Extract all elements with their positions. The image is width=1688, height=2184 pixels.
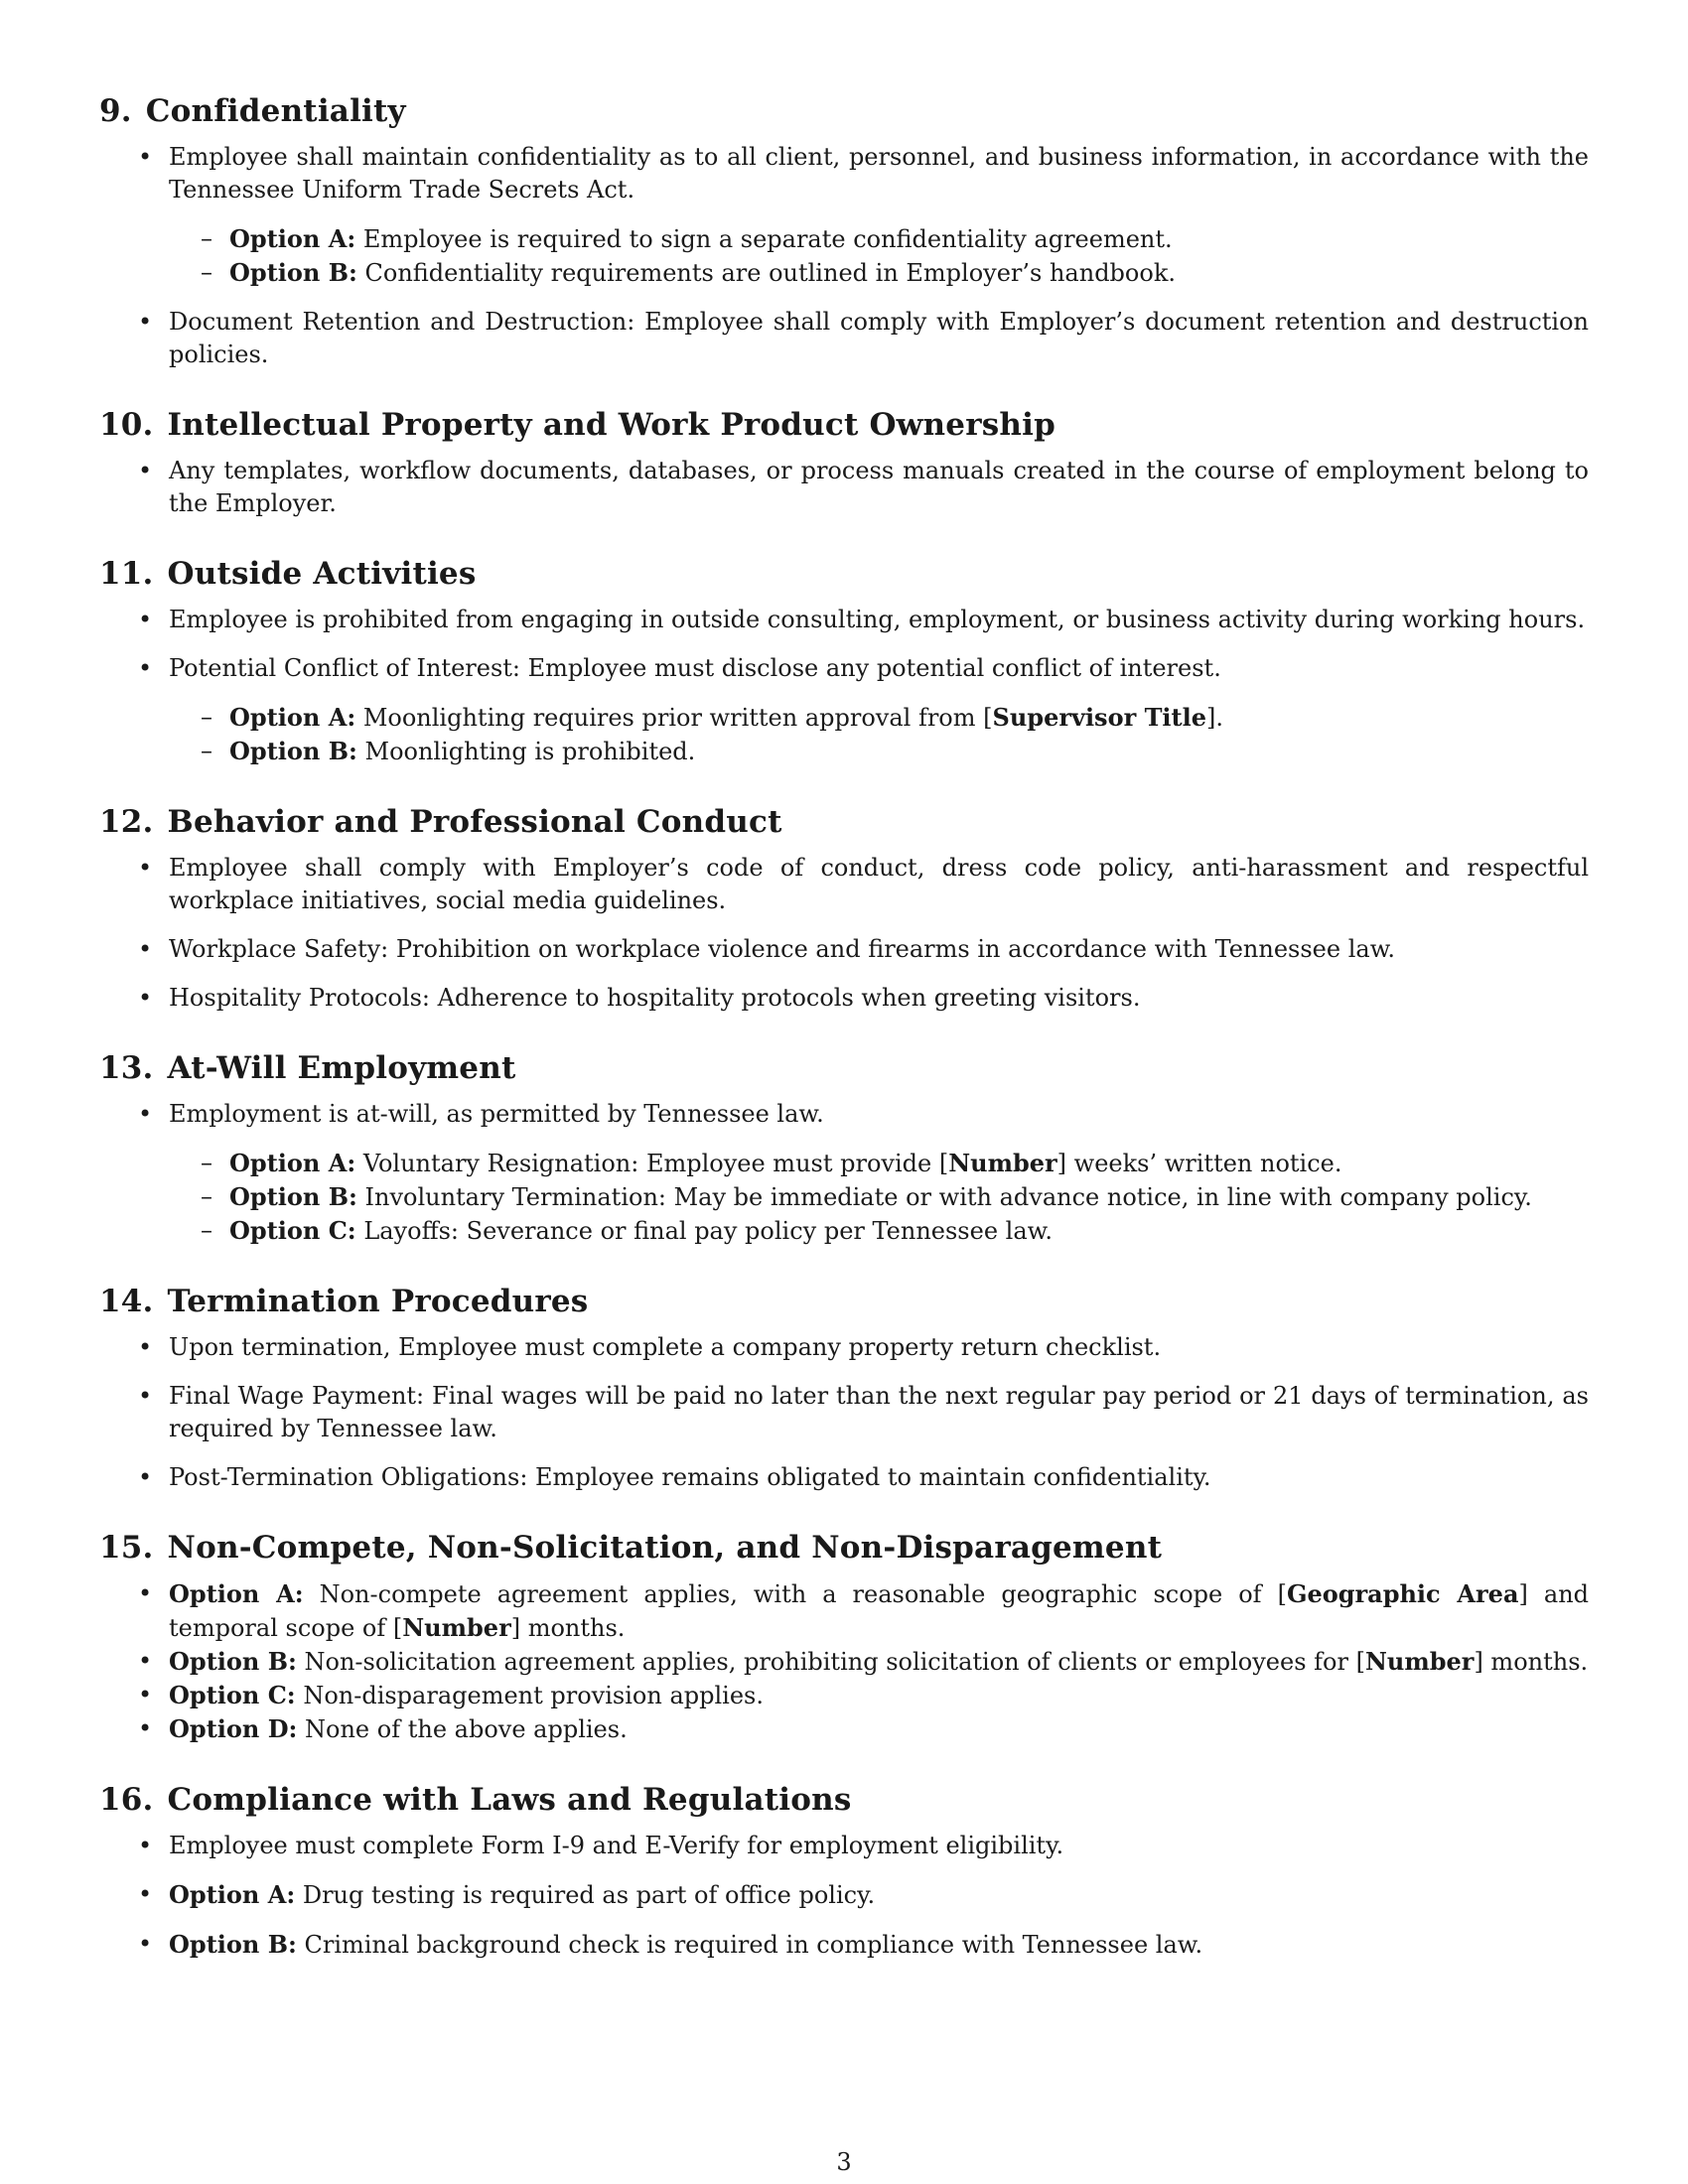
list-item: • Final Wage Payment: Final wages will be paid no later than the next regular pay period or 21 days of termination, as required by Tennessee law. [99, 1380, 1589, 1445]
list-item: • Employee shall comply with Employer’s code of conduct, dress code policy, anti-harassment and respectful workplace initiatives, social media guidelines. [99, 852, 1589, 917]
placeholder-field: Supervisor Title [992, 703, 1207, 732]
list-item: • Option A: Non-compete agreement applies, with a reasonable geographic scope of [Geographic Area] and temporal scope of [Number] months. [99, 1577, 1589, 1645]
placeholder-field: Number [1364, 1647, 1475, 1676]
list-item: • Upon termination, Employee must complete a company property return checklist. [99, 1331, 1589, 1364]
section-heading: 13. At-Will Employment [99, 1050, 516, 1086]
section-heading: 16. Compliance with Laws and Regulations [99, 1782, 852, 1818]
list-item: • Option C: Non-disparagement provision applies. [99, 1679, 1589, 1712]
option-list [169, 1147, 1589, 1248]
list-item: • Employment is at-will, as permitted by Tennessee law. – Option A: Voluntary Resignation: Employee must provide [Number] weeks’ written notice. – Option B: Involuntary Termination: May be immediate or with advance notice, in line with company policy. – Option C: Layoffs: Severance or final pay policy per Tennessee law. [99, 1098, 1589, 1248]
list-item: • Workplace Safety: Prohibition on workplace violence and firearms in accordance with Tennessee law. [99, 933, 1589, 966]
bullet-list [99, 1098, 1589, 1248]
placeholder-field: Geographic Area [1286, 1579, 1519, 1608]
bullet-list [99, 604, 1589, 768]
list-item: • Employee shall maintain confidentiality as to all client, personnel, and business information, in accordance with the Tennessee Uniform Trade Secrets Act. – Option A: Employee is required to sign a separate confidentiality agreement. – Option B: Confidentiality requirements are outlined in Employer’s handbook. [99, 141, 1589, 290]
bullet-list [99, 852, 1589, 1015]
option-item: – Option B: Involuntary Termination: May be immediate or with advance notice, in line with company policy. [169, 1180, 1589, 1214]
option-item: – Option A: Voluntary Resignation: Employee must provide [Number] weeks’ written notice. [169, 1147, 1589, 1180]
section-heading: 12. Behavior and Professional Conduct [99, 804, 782, 840]
section-heading: 11. Outside Activities [99, 556, 477, 592]
list-item: • Potential Conflict of Interest: Employee must disclose any potential conflict of interest. – Option A: Moonlighting requires prior written approval from [Supervisor Title]. – Option B: Moonlighting is prohibited. [99, 652, 1589, 768]
section-heading: 14. Termination Procedures [99, 1284, 589, 1319]
page-number: 3 [836, 2148, 852, 2176]
section-at-will-employment [99, 1048, 1589, 1248]
placeholder-field: Number [948, 1149, 1057, 1177]
bullet-list [99, 455, 1589, 520]
option-item: – Option C: Layoffs: Severance or final pay policy per Tennessee law. [169, 1214, 1589, 1248]
section-confidentiality [99, 91, 1589, 371]
option-item: – Option B: Confidentiality requirements are outlined in Employer’s handbook. [169, 256, 1589, 290]
placeholder-field: Number [402, 1613, 511, 1642]
option-list [169, 222, 1589, 290]
list-item: • Employee is prohibited from engaging in outside consulting, employment, or business activity during working hours. [99, 604, 1589, 636]
list-item: • Hospitality Protocols: Adherence to hospitality protocols when greeting visitors. [99, 982, 1589, 1015]
bullet-list [99, 1577, 1589, 1746]
list-item: • Document Retention and Destruction: Employee shall comply with Employer’s document retention and destruction policies. [99, 306, 1589, 371]
option-item: – Option B: Moonlighting is prohibited. [169, 735, 1589, 768]
section-outside-activities [99, 554, 1589, 768]
bullet-list [99, 1830, 1589, 1962]
document-page [99, 91, 1589, 1995]
section-intellectual-property [99, 405, 1589, 520]
list-item: • Option B: Non-solicitation agreement applies, prohibiting solicitation of clients or employees for [Number] months. [99, 1645, 1589, 1679]
section-non-compete [99, 1528, 1589, 1746]
section-behavior-conduct [99, 802, 1589, 1015]
list-item: • Post-Termination Obligations: Employee remains obligated to maintain confidentiality. [99, 1461, 1589, 1494]
list-item: • Option D: None of the above applies. [99, 1712, 1589, 1746]
section-termination-procedures [99, 1282, 1589, 1494]
option-item: – Option A: Employee is required to sign a separate confidentiality agreement. [169, 222, 1589, 256]
option-item: – Option A: Moonlighting requires prior written approval from [Supervisor Title]. [169, 701, 1589, 735]
section-heading: 9. Confidentiality [99, 93, 406, 129]
option-list [169, 701, 1589, 768]
bullet-list [99, 1331, 1589, 1494]
section-heading: 10. Intellectual Property and Work Product Ownership [99, 407, 1055, 443]
section-heading: 15. Non-Compete, Non-Solicitation, and Non-Disparagement [99, 1530, 1163, 1566]
list-item: • Option B: Criminal background check is required in compliance with Tennessee law. [99, 1928, 1589, 1962]
section-compliance [99, 1780, 1589, 1962]
bullet-list [99, 141, 1589, 371]
list-item: • Option A: Drug testing is required as part of office policy. [99, 1878, 1589, 1912]
list-item: • Any templates, workflow documents, databases, or process manuals created in the course of employment belong to the Employer. [99, 455, 1589, 520]
list-item: • Employee must complete Form I-9 and E-Verify for employment eligibility. [99, 1830, 1589, 1862]
